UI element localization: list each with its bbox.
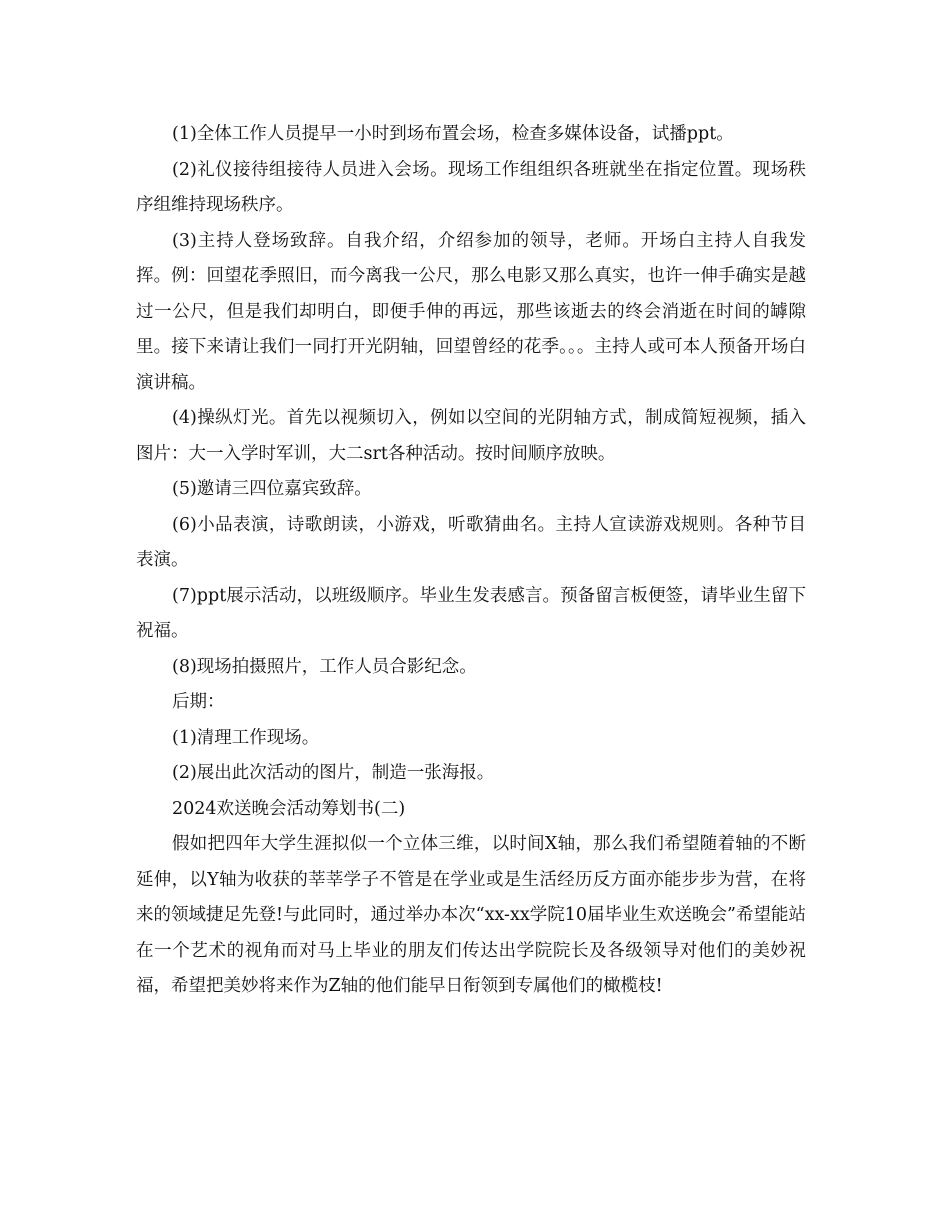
paragraph-guest-speech: (5)邀请三四位嘉宾致辞。 — [172, 479, 372, 499]
paragraph-host-speech: (3)主持人登场致辞。自我介绍，介绍参加的领导，老师。开场白主持人自我发挥。例：回望花季照旧，而今离我一公尺，那么电影又那么真实，也许一伸手确实是越过一公尺，但是我们却明白，即便手伸的再远，那些该逝去的终会消逝在时间的罅隙里。接下来请让我们一同打开光阴轴，回望曾经的花季。。。主持人或可本人预备开场白演讲稿。 — [136, 230, 806, 393]
paragraph-setup: (1)全体工作人员提早一小时到场布置会场，检查多媒体设备，试播ppt。 — [172, 124, 734, 144]
paragraph-lighting-video: (4)操纵灯光。首先以视频切入，例如以空间的光阴轴方式，制成简短视频，插入图片：大一入学时军训，大二srt各种活动。按时间顺序放映。 — [136, 408, 806, 464]
section-heading-later: 后期： — [172, 692, 225, 712]
document-body — [136, 117, 806, 1005]
paragraph-introduction: 假如把四年大学生涯拟似一个立体三维，以时间X轴，那么我们希望随着轴的不断延伸，以Y轴为收获的莘莘学子不管是在学业或是生活经历反方面亦能步步为营，在将来的领域捷足先登!与此同时，通过举办本次“xx-xx学院10届毕业生欢送晚会”希望能站在一个艺术的视角而对马上毕业的朋友们传达出学院院长及各级领导对他们的美妙祝福，希望把美妙将来作为Z轴的他们能早日衔领到专属他们的橄榄枝! — [136, 834, 806, 996]
paragraph-reception: (2)礼仪接待组接待人员进入会场。现场工作组组织各班就坐在指定位置。现场秩序组维持现场秩序。 — [136, 159, 806, 215]
paragraph-performances: (6)小品表演，诗歌朗读，小游戏，听歌猜曲名。主持人宣读游戏规则。各种节目表演。 — [136, 514, 806, 570]
paragraph-photos: (8)现场拍摄照片，工作人员合影纪念。 — [172, 656, 477, 677]
section-title-plan-two: 2024欢送晚会活动筹划书(二) — [172, 798, 406, 819]
paragraph-ppt-showcase: (7)ppt展示活动，以班级顺序。毕业生发表感言。预备留言板便签，请毕业生留下祝福。 — [136, 585, 806, 641]
paragraph-poster: (2)展出此次活动的图片，制造一张海报。 — [172, 763, 495, 783]
paragraph-cleanup: (1)清理工作现场。 — [172, 727, 320, 748]
